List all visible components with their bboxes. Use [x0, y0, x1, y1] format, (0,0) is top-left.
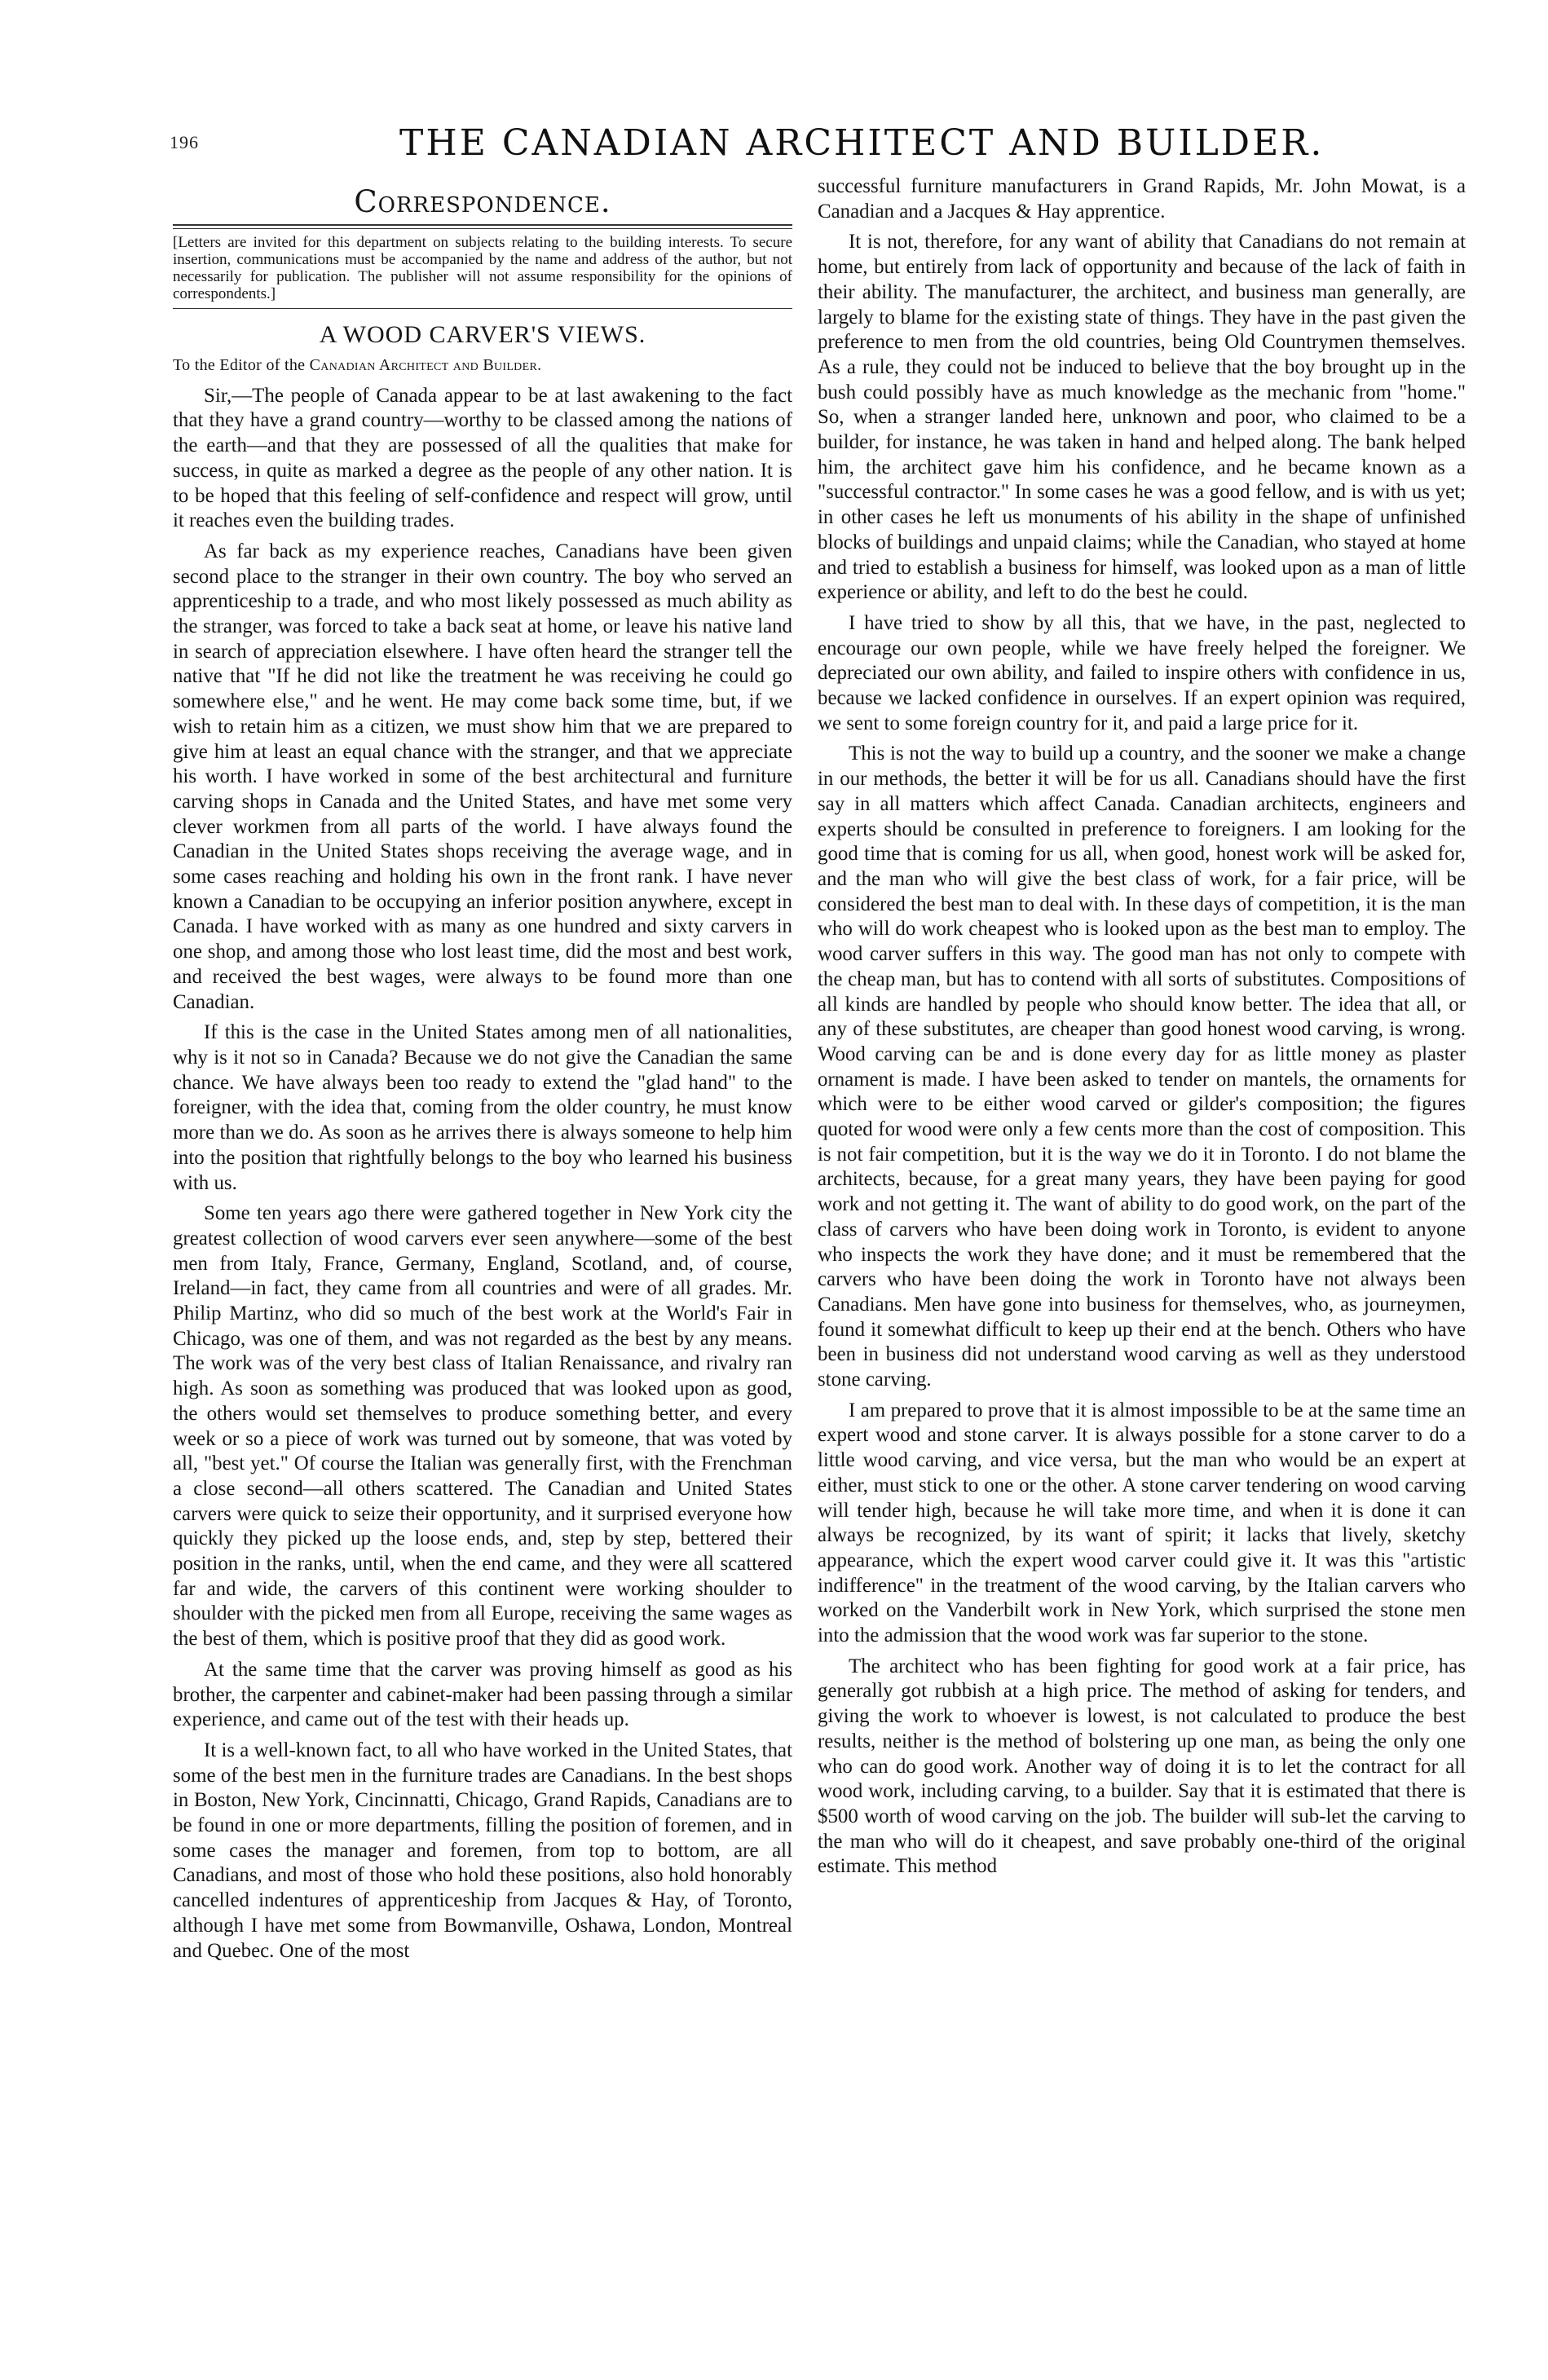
paragraph: I am prepared to prove that it is almost impossible to be at the same time an expert wood and stone carver. It is always possible for a stone carver to do a little wood carving, and vice versa, but the man who would be an expert at either, must stick to one or the other. A stone carver tendering on wood carving will tender high, because he will take more time, and when it is done it can always be recognized, by its want of spirit; it lacks that lively, sketchy appearance, which the expert wood carver could give it. It was this "artistic indifference" in the treatment of the wood carving, by the Italian carvers who worked on the Vanderbilt work in New York, which surprised the stone men into the admission that the wood work was far superior to the stone.	[818, 1399, 1466, 1647]
page-number: 196	[170, 132, 199, 152]
salutation	[173, 353, 792, 378]
left-column	[173, 179, 792, 1969]
paragraph: The architect who has been fighting for good work at a fair price, has generally got rubbish at a high price. The method of asking for tenders, and giving the work to whoever is lowest, is not calculated to produce the best results, neither is the method of bolstering up one man, as being the only one who can do good work. Another way of doing it is to let the contract for all wood work, including carving, to a builder. Say that it is estimated that there is $500 worth of wood carving on the job. The builder will sub-let the carving to the man who will do it cheapest, and save probably one-third of the original estimate. This method	[818, 1655, 1466, 1878]
paragraph: If this is the case in the United States among men of all nationalities, why is it not so in Canada? Because we do not give the Canadian the same chance. We have always been too ready to extend the "glad hand" to the foreigner, with the idea that, coming from the older country, he must know more than we do. As soon as he arrives there is always someone to help him into the position that rightfully belongs to the boy who learned his business with us.	[173, 1021, 792, 1194]
paragraph: This is not the way to build up a country, and the sooner we make a change in our methods, the better it will be for us all. Canadians should have the first say in all matters which affect Canada. Canadian architects, engineers and experts should be consulted in preference to foreigners. I am looking for the good time that is coming for us all, when good, honest work will be asked for, and the man who will give the best class of work, for a fair price, will be considered the best man to deal with. In these days of competition, it is the man who will do work cheapest who is looked upon as the best man to employ. The wood carver suffers in this way. The good man has not only to compete with the cheap man, but has to contend with all sorts of substitutes. Compositions of all kinds are handled by people who should know better. The idea that all, or any of these substitutes, are cheaper than good honest wood carving, is wrong. Wood carving can be and is done every day for as little money as plaster ornament is made. I have been asked to tender on mantels, the ornaments for which were to be either wood carved or gilder's composition; the figures quoted for wood were only a few cents more than the cost of composition. This is not fair competition, but it is the way we do it in Toronto. I do not blame the architects, because, for a great many years, they have been paying for good work and not getting it. The want of ability to do good work, on the part of the class of carvers who have been doing work in Toronto, is evident to anyone who inspects the work they have done; and it must be remembered that the carvers who have been doing the work in Toronto have not always been Canadians. Men have gone into business for themselves, who, as journeymen, found it somewhat difficult to keep up their end at the bench. Others who have been in business did not understand wood carving as well as they understood stone carving.	[818, 743, 1466, 1391]
right-column	[818, 174, 1466, 1885]
paragraph: As far back as my experience reaches, Canadians have been given second place to the stranger in their own country. The boy who served an apprenticeship to a trade, and who most likely possessed as much ability as the stranger, was forced to take a back seat at home, or leave his native land in search of appreciation elsewhere. I have often heard the stranger tell the native that "If he did not like the treatment he was receiving he could go somewhere else," and he went. He may come back some time, but, if we wish to retain him as a citizen, we must show him that we are prepared to give him at least an equal chance with the stranger, and that we appreciate his worth. I have worked in some of the best architectural and furniture carving shops in Canada and the United States, and have met some very clever workmen from all parts of the world. I have always found the Canadian in the United States shops receiving the average wage, and in some cases reaching and holding his own in the front rank. I have never known a Canadian to be occupying an inferior position anywhere, except in Canada. I have worked with as many as one hundred and sixty carvers in one shop, and among those who lost least time, did the most and best work, and received the best wages, were always to be found more than one Canadian.	[173, 540, 792, 1013]
editor-note-rule	[173, 308, 792, 309]
running-head-title: THE CANADIAN ARCHITECT AND BUILDER.	[399, 122, 1325, 164]
paragraph: At the same time that the carver was proving himself as good as his brother, the carpenter and cabinet-maker had been passing through a similar experience, and came out of the test with their heads up.	[173, 1658, 792, 1731]
paragraph-continued: successful furniture manufacturers in Grand Rapids, Mr. John Mowat, is a Canadian and a Jacques & Hay apprentice.	[818, 175, 1466, 223]
paragraph: It is not, therefore, for any want of ability that Canadians do not remain at home, but entirely from lack of opportunity and because of the lack of faith in their ability. The manufacturer, the architect, and business man generally, are largely to blame for the existing state of things. They have in the past given the preference to men from the old countries, being Old Countrymen themselves. As a rule, they could not be induced to believe that the boy brought up in the bush could possibly have as much knowledge as the mechanic from "home." So, when a stranger landed here, unknown and poor, who claimed to be a builder, for instance, he was taken in hand and helped along. The bank helped him, the architect gave him his confidence, and he became known as a "successful contractor." In some cases he was a good fellow, and is with us yet; in other cases he left us monuments of his ability in the shape of unfinished blocks of buildings and unpaid claims; while the Canadian, who stayed at home and tried to establish a business for himself, was looked upon as a man of little experience or ability, and left to do the best he could.	[818, 231, 1466, 604]
editor-note: [Letters are invited for this department on subjects relating to the building interests. To secure insertion, communications must be accompanied by the name and address of the author, but not necessarily for publication. The publisher will not assume responsibility for the opinions of correspondents.]	[173, 234, 792, 302]
paragraph: Some ten years ago there were gathered together in New York city the greatest collection of wood carvers ever seen anywhere—some of the best men from Italy, France, Germany, England, Scotland, and, of course, Ireland—in fact, they came from all countries and were of all grades. Mr. Philip Martinz, who did so much of the best work at the World's Fair in Chicago, was one of them, and was not regarded as the best by any means. The work was of the very best class of Italian Renaissance, and rivalry ran high. As soon as something was produced that was looked upon as good, the others would set themselves to produce something better, and every week or so a piece of work was turned out by someone, that was voted by all, "best yet." Of course the Italian was generally first, with the Frenchman a close second—all others scattered. The Canadian and United States carvers were quick to seize their opportunity, and it surprised everyone how quickly they picked up the loose ends, and, step by step, bettered their position in the ranks, until, when the end came, and they were all scattered far and wide, the carvers of this continent were working shoulder to shoulder with the picked men from all Europe, receiving the same wages as the best of them, which is positive proof that they did as good work.	[173, 1202, 792, 1651]
paragraph: I have tried to show by all this, that we have, in the past, neglected to encourage our own people, while we have freely helped the foreigner. We depreciated our own ability, and failed to inspire others with confidence in us, because we lacked confidence in ourselves. If an expert opinion was required, we sent to some foreign country for it, and paid a large price for it.	[818, 611, 1466, 734]
salutation-prefix: To the Editor of the	[173, 356, 310, 374]
article-title: A WOOD CARVER'S VIEWS.	[319, 321, 646, 348]
section-title-correspondence: Correspondence.	[354, 184, 611, 219]
salutation-publication: Canadian Architect and Builder.	[309, 356, 542, 374]
section-rule	[173, 224, 792, 229]
paragraph: Sir,—The people of Canada appear to be at last awakening to the fact that they have a grand country—worthy to be classed among the nations of the earth—and that they are possessed of all the qualities that make for success, in quite as marked a degree as the people of any other nation. It is to be hoped that this feeling of self-confidence and respect will grow, until it reaches even the building trades.	[173, 384, 792, 532]
paragraph: It is a well-known fact, to all who have worked in the United States, that some of the best men in the furniture trades are Canadians. In the best shops in Boston, New York, Cincinnatti, Chicago, Grand Rapids, Canadians are to be found in one or more departments, filling the position of foremen, and in some cases the manager and foremen, from top to bottom, are all Canadians, and most of those who hold these positions, also hold honorably cancelled indentures of apprenticeship from Jacques & Hay, of Toronto, although I have met some from Bowmanville, Oshawa, London, Montreal and Quebec. One of the most	[173, 1739, 792, 1962]
